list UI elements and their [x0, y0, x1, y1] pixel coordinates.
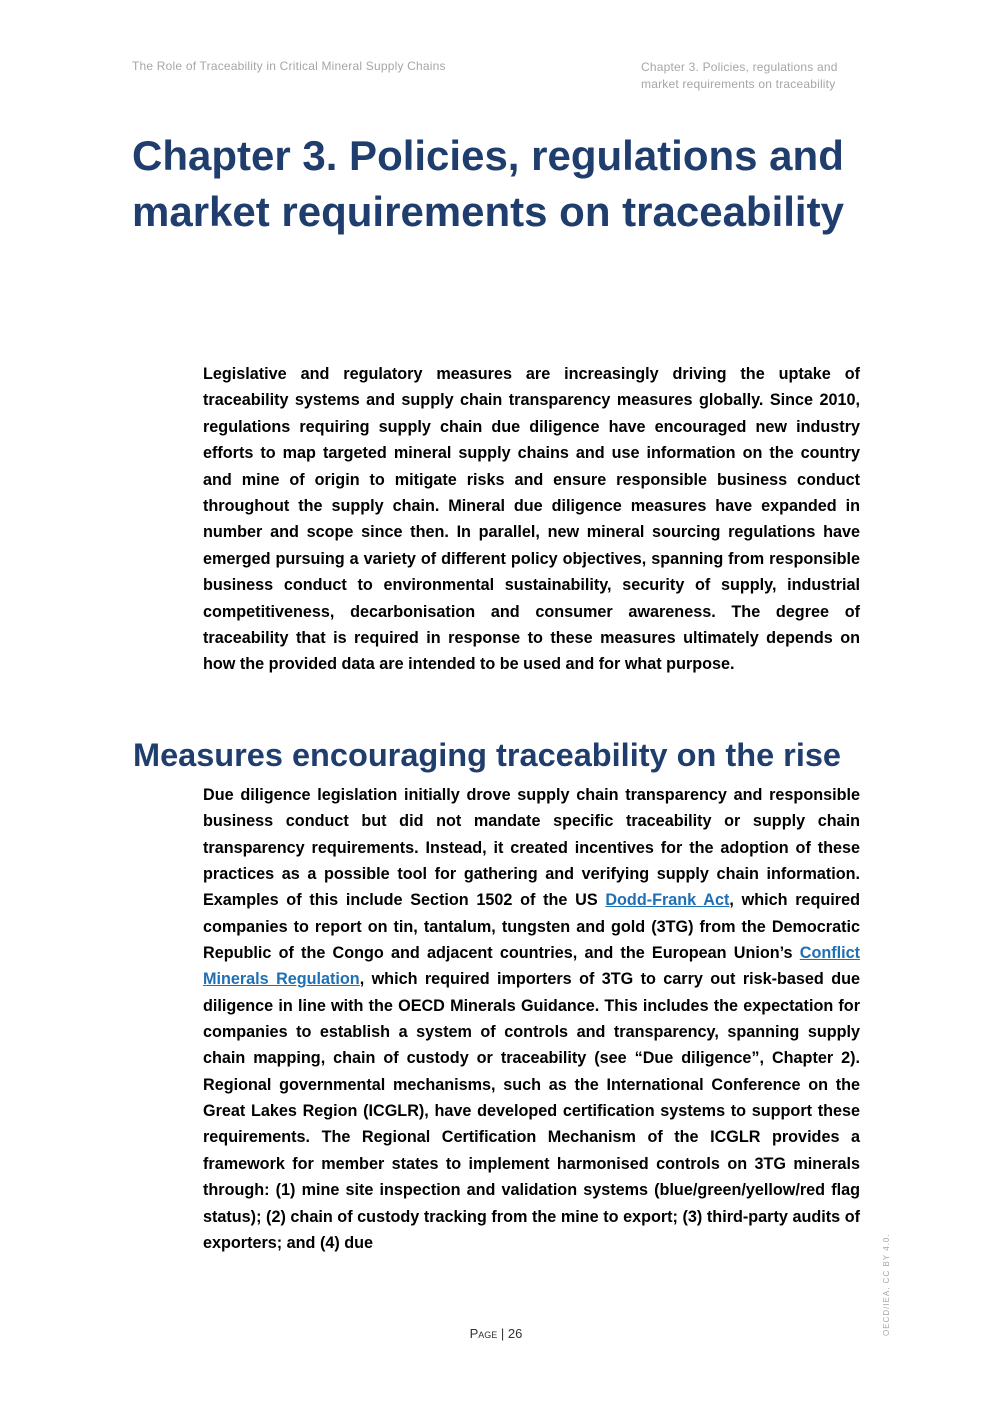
page-number: 26: [507, 1326, 523, 1341]
running-header-left: The Role of Traceability in Critical Mineral Supply Chains: [132, 59, 446, 73]
running-header-right: Chapter 3. Policies, regulations and market requirements on traceability: [641, 60, 838, 91]
chapter-intro-paragraph: Legislative and regulatory measures are increasingly driving the uptake of traceability systems and supply chain transparency measures globally. Since 2010, regulations requiring supply chain due diligence have encouraged new industry efforts to map targeted mineral supply chains and use information on the country and mine of origin to mitigate risks and ensure responsible business conduct throughout the supply chain. Mineral due diligence measures have expanded in number and scope since then. In parallel, new mineral sourcing regulations have emerged pursuing a variety of different policy objectives, spanning from responsible business conduct to environmental sustainability, security of supply, industrial competitiveness, decarbonisation and consumer awareness. The degree of traceability that is required in response to these measures ultimately depends on how the provided data are intended to be used and for what purpose.: [203, 365, 860, 674]
conflict-minerals-regulation-link[interactable]: Conflict Minerals Regulation: [203, 944, 860, 989]
paragraph-text: Due diligence legislation initially drove supply chain transparency and responsible business conduct but did not mandate specific traceability or supply chain transparency requirements. Instead, it created incentives for the adoption of these practices as a possible tool for gathering and verifying supply chain information. Examples of this include Section 1502 of the US: [203, 786, 860, 910]
copyright-side-note: OECD/IEA, CC BY 4.0.: [882, 1233, 891, 1336]
chapter-title: Chapter 3. Policies, regulations and market requirements on traceability: [132, 132, 844, 235]
page-label: Page: [469, 1326, 498, 1341]
paragraph-text: , which required companies to report on tin, tantalum, tungsten and gold (3TG) from the Democratic Republic of the Congo and adjacent countries, and the European Union’s: [203, 891, 860, 963]
dodd-frank-act-link[interactable]: Dodd-Frank Act: [605, 891, 730, 910]
section-heading: Measures encouraging traceability on the rise: [133, 737, 842, 773]
page-separator: |: [497, 1326, 508, 1341]
section-body-paragraph: [203, 782, 860, 1256]
paragraph-text: , which required importers of 3TG to carry out risk-based due diligence in line with the OECD Minerals Guidance. This includes the expectation for companies to establish a system of controls and transparency, spanning supply chain mapping, chain of custody or traceability (see “Due diligence”, Chapter 2). Regional governmental mechanisms, such as the International Conference on the Great Lakes Region (ICGLR), have developed certification systems to support these requirements. The Regional Certification Mechanism of the ICGLR provides a framework for member states to implement harmonised controls on 3TG minerals through: (1) mine site inspection and validation systems (blue/green/yellow/red flag status); (2) chain of custody tracking from the mine to export; (3) third-party audits of exporters; and (4) due: [203, 970, 860, 1252]
page-number-footer: [0, 1326, 992, 1341]
